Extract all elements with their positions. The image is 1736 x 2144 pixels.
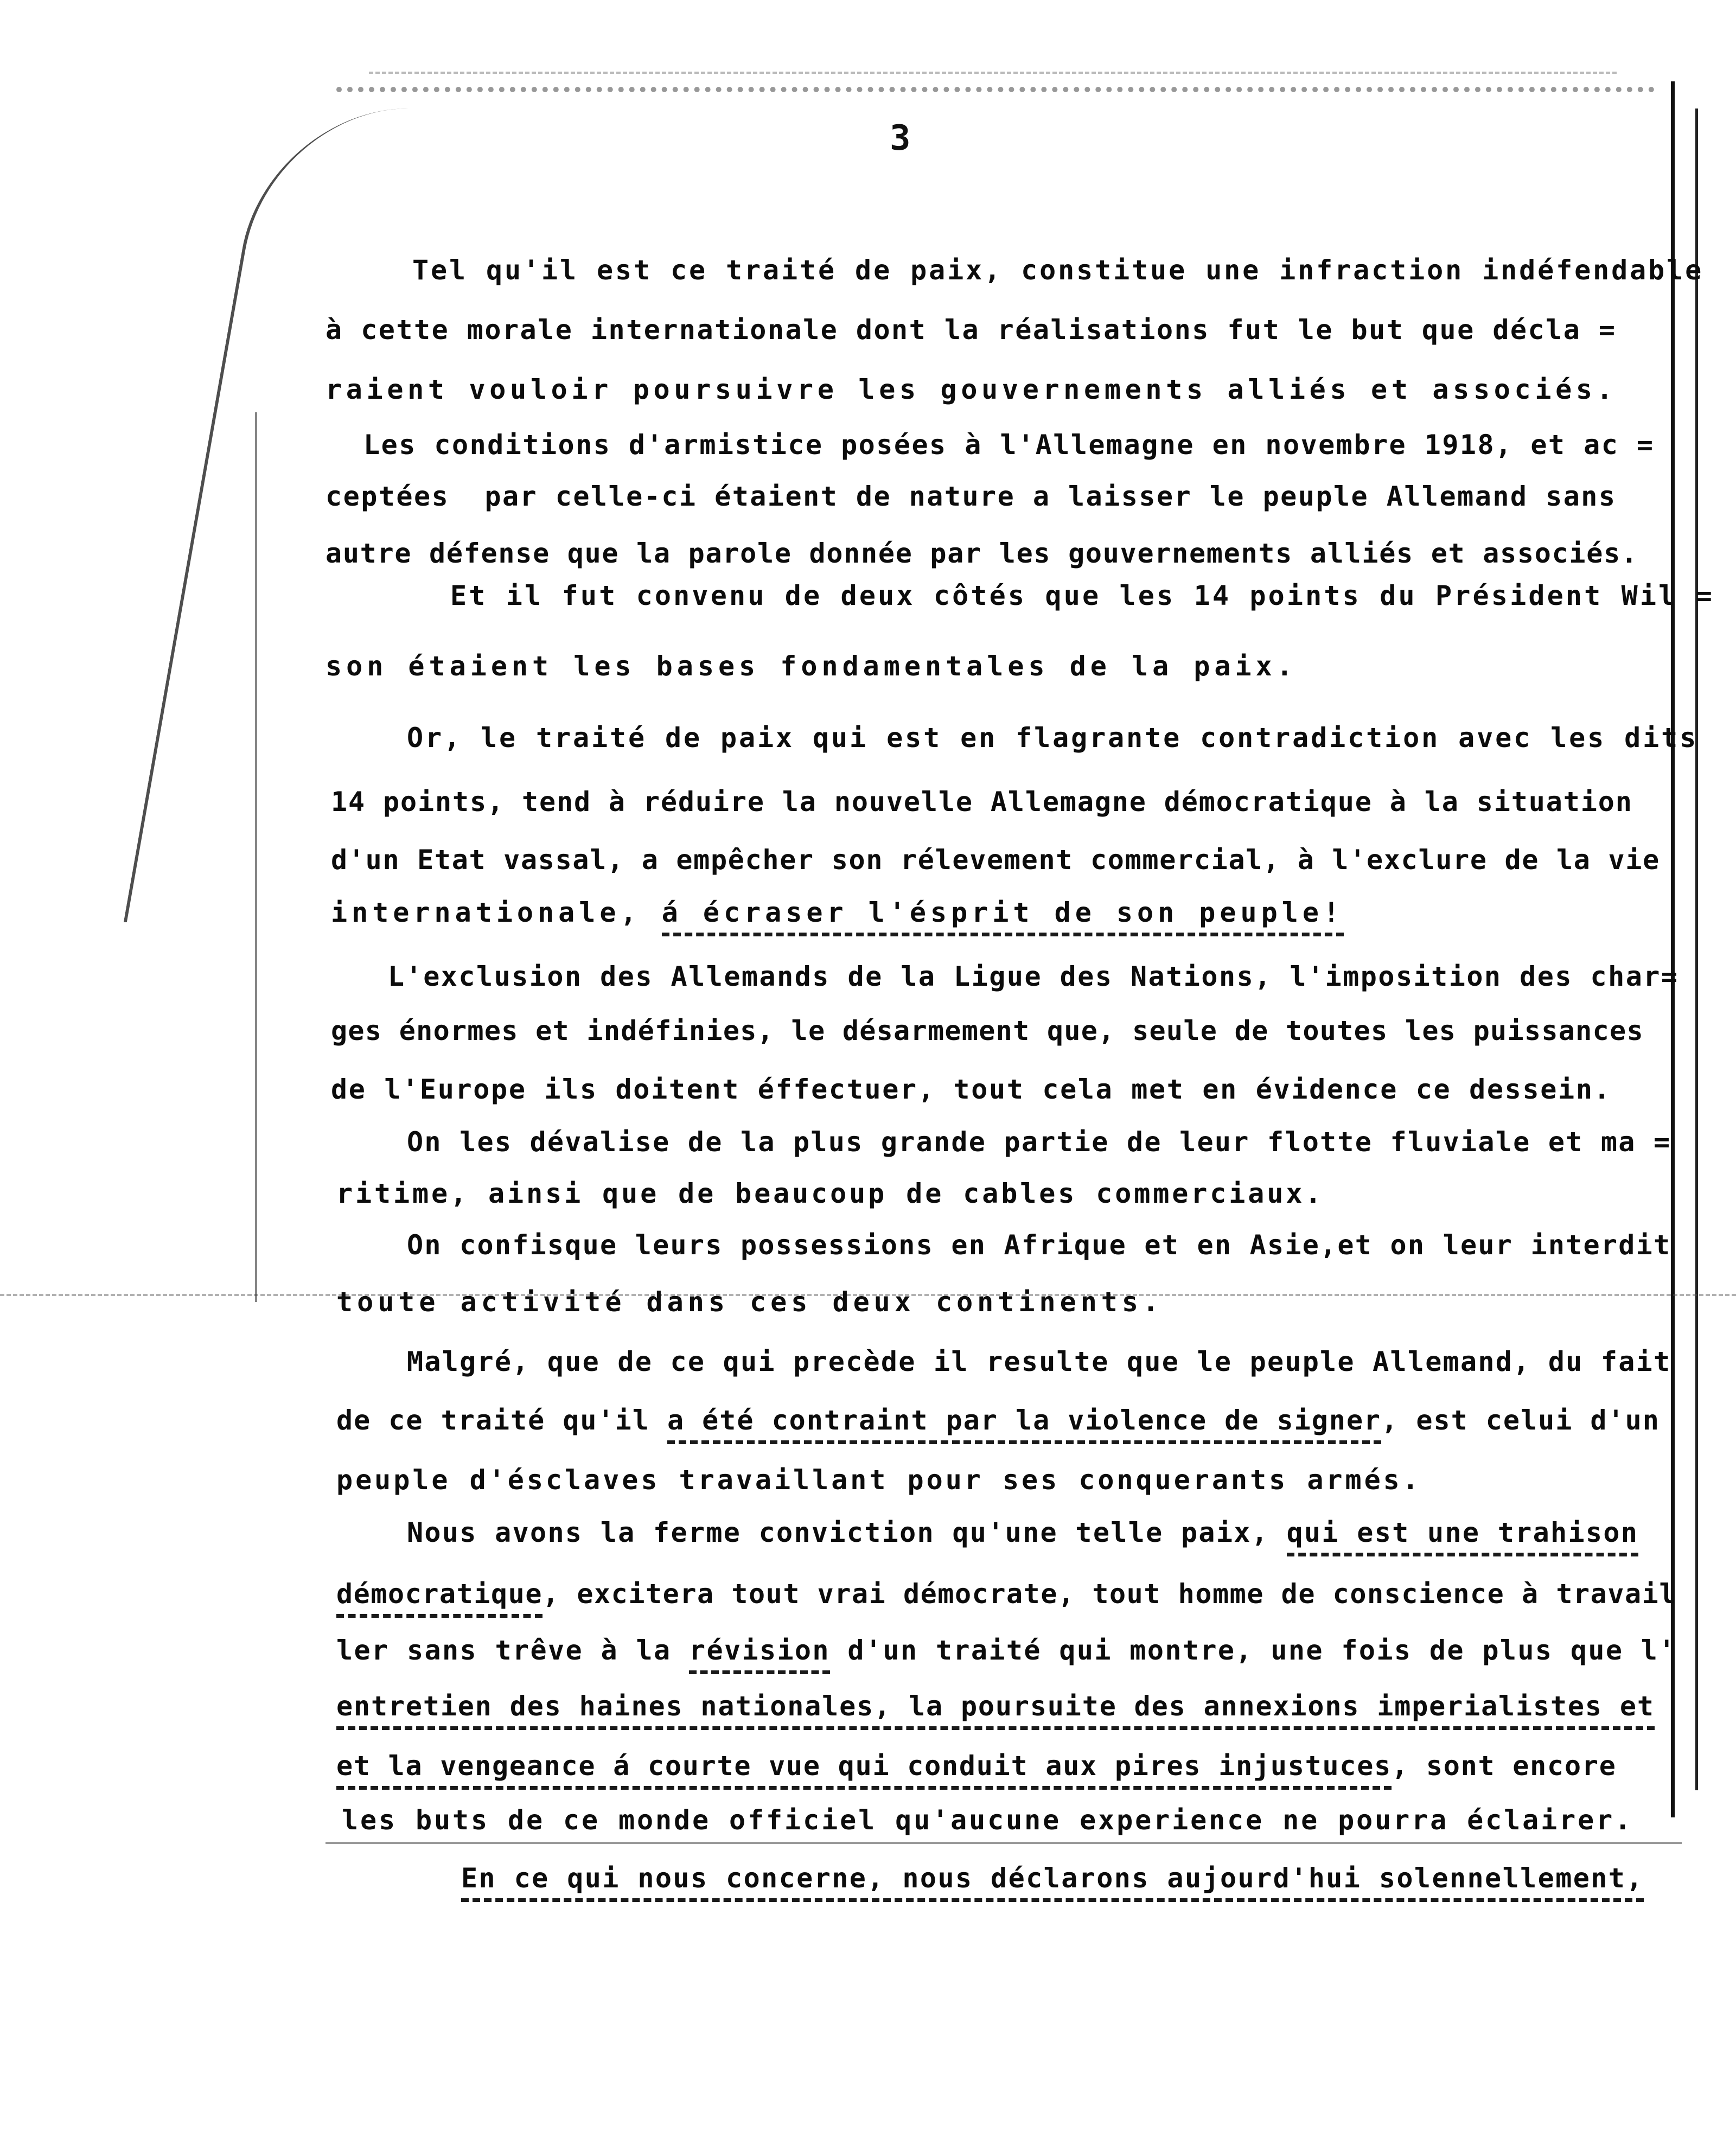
text-line <box>336 1634 1676 1667</box>
text-line <box>336 1404 1660 1437</box>
line-text: de ce traité qu'il <box>336 1405 667 1436</box>
underlined-text: qui est une trahison <box>1287 1517 1639 1556</box>
text-line <box>336 1464 1421 1496</box>
underlined-text: á écraser l'ésprit de son peuple! <box>662 897 1344 936</box>
text-line <box>336 1177 1324 1210</box>
line-text: , est celui d'un <box>1381 1405 1660 1436</box>
text-line <box>388 960 1679 993</box>
text-line <box>461 1862 1644 1894</box>
page-number: 3 <box>890 118 911 158</box>
line-text: de l'Europe ils doitent éffectuer, tout cela met en évidence ce dessein. <box>331 1074 1612 1105</box>
text-line <box>326 650 1297 682</box>
line-text: On les dévalise de la plus grande partie de leur flotte fluviale et ma = <box>407 1126 1671 1158</box>
text-line <box>336 1286 1163 1318</box>
underlined-text: entretien des haines nationales, la poursuite des annexions imperialistes et <box>336 1690 1655 1730</box>
line-text: son étaient les bases fondamentales de la paix. <box>326 650 1297 682</box>
line-text: Tel qu'il est ce traité de paix, constitue une infraction indéfendable <box>412 254 1704 286</box>
line-text: Malgré, que de ce qui precède il resulte que le peuple Allemand, du fait <box>407 1346 1671 1377</box>
text-line <box>326 480 1617 513</box>
line-text: L'exclusion des Allemands de la Ligue des Nations, l'imposition des char= <box>388 961 1679 992</box>
text-line <box>407 1126 1671 1158</box>
line-text: raient vouloir poursuivre les gouvernements alliés et associés. <box>326 374 1617 405</box>
text-line <box>326 314 1617 346</box>
line-text: Et il fut convenu de deux côtés que les 14 points du Président Wil = <box>450 580 1714 611</box>
line-text: Les conditions d'armistice posées à l'Allemagne en novembre 1918, et ac = <box>363 429 1655 461</box>
line-text: peuple d'ésclaves travaillant pour ses conquerants armés. <box>336 1464 1421 1496</box>
text-line <box>407 1516 1638 1549</box>
line-text: ritime, ainsi que de beaucoup de cables commerciaux. <box>336 1178 1324 1209</box>
text-line <box>407 1345 1671 1378</box>
line-text: Or, le traité de paix qui est en flagrante contradiction avec les dits <box>407 722 1699 754</box>
text-line <box>407 722 1698 754</box>
text-line <box>363 429 1655 461</box>
underlined-text: En ce qui nous concerne, nous déclarons aujourd'hui solennellement, <box>461 1862 1644 1902</box>
text-line <box>342 1804 1633 1836</box>
line-text: autre défense que la parole donnée par les gouvernements alliés et associés. <box>326 538 1638 569</box>
underlined-text: et la vengeance á courte vue qui conduit aux pires injustuces <box>336 1750 1392 1790</box>
line-text: 14 points, tend à réduire la nouvelle Allemagne démocratique à la situation <box>331 786 1633 818</box>
line-text: toute activité dans ces deux continents. <box>336 1286 1164 1318</box>
line-text: Nous avons la ferme conviction qu'une telle paix, <box>407 1517 1287 1548</box>
text-line <box>331 844 1660 876</box>
text-line <box>407 1229 1671 1261</box>
text-line <box>331 1073 1611 1106</box>
line-text: d'un Etat vassal, a empêcher son rélevement commercial, à l'exclure de la vie <box>331 844 1660 876</box>
line-text: les buts de ce monde officiel qu'aucune experience ne pourra éclairer. <box>342 1804 1633 1836</box>
underlined-text: démocratique <box>336 1578 542 1618</box>
line-text: ler sans trêve à la <box>336 1635 689 1666</box>
line-text: , excitera tout vrai démocrate, tout homme de conscience à travail <box>542 1578 1676 1610</box>
text-line <box>331 1014 1644 1047</box>
line-text: internationale, <box>331 897 662 928</box>
text-line <box>326 373 1617 406</box>
line-text: On confisque leurs possessions en Afrique et en Asie,et on leur interdit <box>407 1229 1671 1261</box>
line-text: ges énormes et indéfinies, le désarmement que, seule de toutes les puissances <box>331 1015 1644 1047</box>
line-text: ceptées par celle-ci étaient de nature a laisser le peuple Allemand sans <box>326 481 1617 512</box>
line-text: d'un traité qui montre, une fois de plus que l' <box>829 1635 1676 1666</box>
text-line <box>331 896 1344 929</box>
text-line <box>450 579 1714 612</box>
underlined-text: révision <box>689 1635 830 1674</box>
text-line <box>412 254 1703 286</box>
text-line <box>336 1750 1617 1782</box>
line-text: , sont encore <box>1392 1750 1617 1782</box>
text-line <box>331 786 1633 818</box>
text-line <box>336 1690 1655 1722</box>
line-text: à cette morale internationale dont la réalisations fut le but que décla = <box>326 314 1617 346</box>
text-line <box>336 1578 1676 1610</box>
text-line <box>326 537 1638 570</box>
underlined-text: a été contraint par la violence de signer <box>667 1405 1381 1444</box>
